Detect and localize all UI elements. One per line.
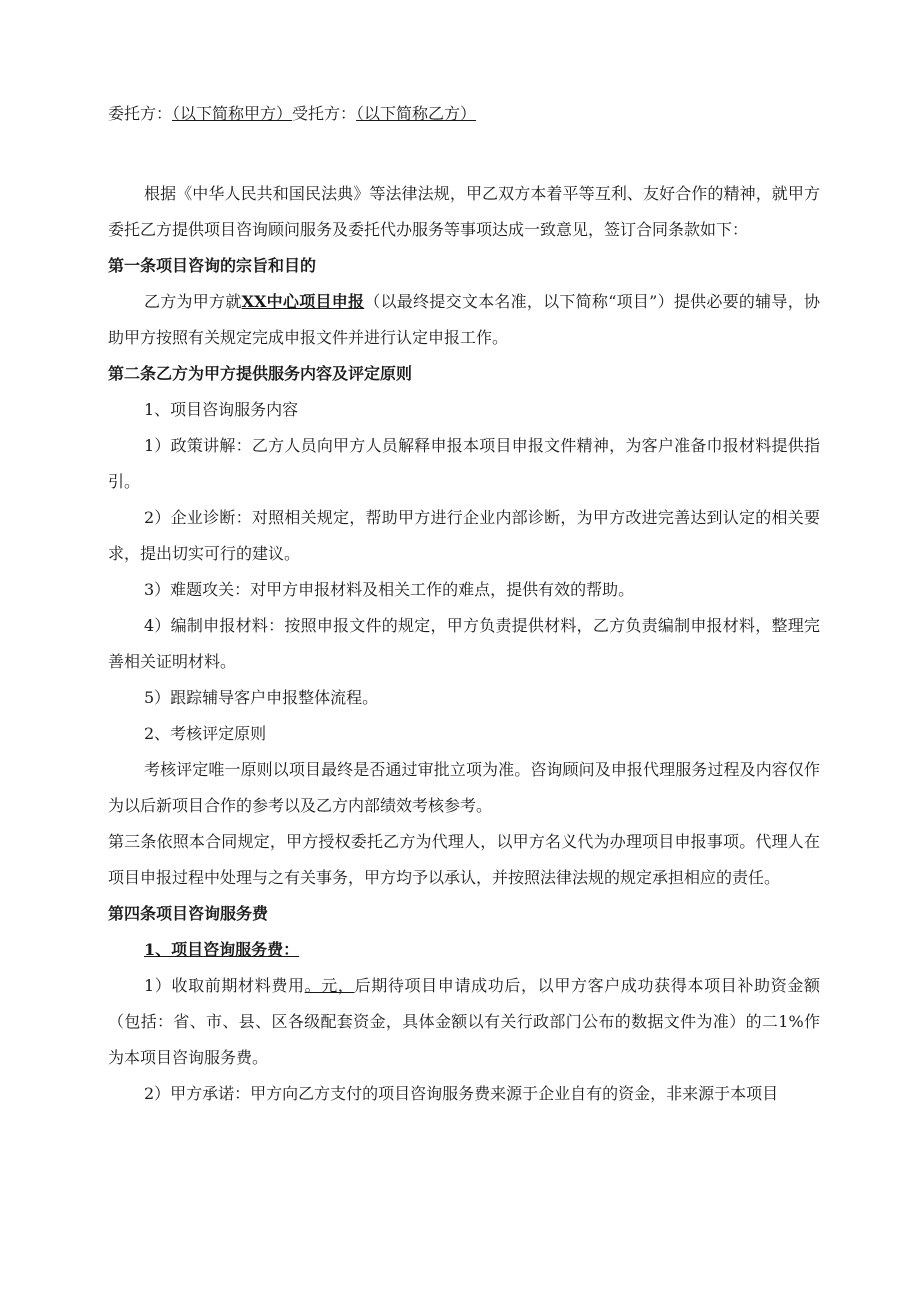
article4-section1-title: 1、项目咨询服务费： xyxy=(144,940,300,959)
service-item-4: 4）编制申报材料：按照申报文件的规定，甲方负责提供材料，乙方负责编制申报材料，整理完善相关证明材料。 xyxy=(108,616,820,671)
client-name-blank: （以下简称甲方） xyxy=(172,104,293,123)
agent-label: 受托方： xyxy=(292,104,357,123)
fee-item-1 xyxy=(108,968,820,1076)
article2-section1-title: 1、项目咨询服务内容 xyxy=(144,400,299,419)
article1-text-after: （以最终提交文本名准，以下简称“项目”）提供必要的辅导，协助甲方按照有关规定完成申报文件并进行认定申报工作。 xyxy=(108,292,820,347)
article1-title: 第一条项目咨询的宗旨和目的 xyxy=(108,256,317,275)
fee-item-1-before: 1）收取前期材料费用 xyxy=(144,976,305,995)
fee-amount-blank: 。元， xyxy=(304,976,355,995)
service-item-3: 3）难题攻关：对甲方申报材料及相关工作的难点，提供有效的帮助。 xyxy=(144,580,635,599)
contract-page xyxy=(108,96,820,1112)
service-item-1: 1）政策讲解：乙方人员向甲方人员解释申报本项目申报文件精神，为客户准备巾报材料提供指引。 xyxy=(108,436,820,491)
article2-section2-title: 2、考核评定原则 xyxy=(144,724,267,743)
article2-title: 第二条乙方为甲方提供服务内容及评定原则 xyxy=(108,364,413,383)
agent-name-blank: （以下简称乙方） xyxy=(356,104,477,123)
fee-item-1-after: 后期待项目申请成功后，以甲方客户成功获得本项目补助资金额（包括：省、市、县、区各级配套资金，具体金额以有关行政部门公布的数据文件为准）的二1%作为本项目咨询服务费。 xyxy=(108,976,820,1067)
article1-paragraph xyxy=(108,284,820,356)
fee-item-2: 2）甲方承诺：甲方向乙方支付的项目咨询服务费来源于企业自有的资金，非来源于本项目 xyxy=(144,1084,779,1103)
parties-line xyxy=(108,96,820,132)
client-label: 委托方： xyxy=(108,104,173,123)
spacer xyxy=(108,132,820,168)
article4-title: 第四条项目咨询服务费 xyxy=(108,904,269,923)
article2-section2-paragraph: 考核评定唯一原则以项目最终是否通过审批立项为准。咨询顾问及申报代理服务过程及内容仅作为以后新项目合作的参考以及乙方内部绩效考核参考。 xyxy=(108,760,820,815)
service-item-5: 5）跟踪辅导客户申报整体流程。 xyxy=(144,688,379,707)
article3-paragraph: 第三条依照本合同规定，甲方授权委托乙方为代理人，以甲方名义代为办理项目申报事项。代理人在项目申报过程中处理与之有关事务，甲方均予以承认，并按照法律法规的规定承担相应的责任。 xyxy=(108,832,820,887)
project-name: XX中心项目申报 xyxy=(241,292,365,311)
article1-text-before: 乙方为甲方就 xyxy=(144,292,242,311)
service-item-2: 2）企业诊断：对照相关规定，帮助甲方进行企业内部诊断，为甲方改进完善达到认定的相关要求，提出切实可行的建议。 xyxy=(108,508,820,563)
intro-paragraph: 根据《中华人民共和国民法典》等法律法规，甲乙双方本着平等互利、友好合作的精神，就甲方委托乙方提供项目咨询顾问服务及委托代办服务等事项达成一致意见，签订合同条款如下： xyxy=(108,184,820,239)
